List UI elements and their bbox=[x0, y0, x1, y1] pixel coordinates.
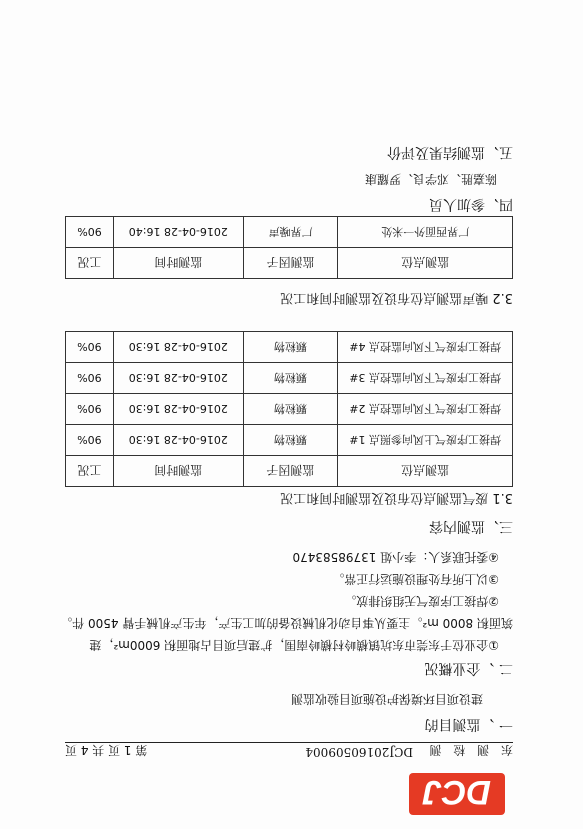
table-cell: 焊接工序废气下风向监控点 4# bbox=[338, 332, 513, 363]
table-cell: 颗粒物 bbox=[243, 394, 338, 425]
table-cell: 焊接工序废气上风向参照点 1# bbox=[338, 425, 513, 456]
col-header: 监测因子 bbox=[243, 456, 338, 487]
page-info: 第 1 页 共 4 页 bbox=[65, 743, 148, 757]
section2-item: 筑面积 8000 m²。主要从事自动化机械设备的加工生产，年生产机械手臂 4500 件。 bbox=[60, 616, 513, 630]
section2-item: ③以上所有处理设施运行正常。 bbox=[332, 572, 499, 586]
col-header: 监测因子 bbox=[243, 248, 338, 279]
noise-table bbox=[65, 216, 513, 279]
table-cell: 颗粒物 bbox=[243, 332, 338, 363]
table-header-row bbox=[66, 456, 513, 487]
table-cell: 2016-04-28 16:40 bbox=[113, 217, 243, 248]
table-cell: 90% bbox=[66, 217, 114, 248]
table-cell: 厂界西面外一米处 bbox=[338, 217, 513, 248]
table-cell: 2016-04-28 16:30 bbox=[113, 425, 243, 456]
section1-text: 建设项目环境保护设施项目验收监测 bbox=[290, 692, 483, 706]
col-header: 工况 bbox=[66, 248, 114, 279]
table-cell: 90% bbox=[66, 363, 114, 394]
section1-heading: 一 、监测目的 bbox=[424, 716, 513, 732]
table-cell: 90% bbox=[66, 394, 114, 425]
col-header: 监测时间 bbox=[113, 248, 243, 279]
table-cell: 90% bbox=[66, 332, 114, 363]
table-cell: 厂界噪声 bbox=[243, 217, 338, 248]
section5-heading: 五、监测结果及评价 bbox=[387, 144, 513, 160]
section3-heading: 三、监测内容 bbox=[429, 518, 513, 534]
dcj-logo bbox=[409, 769, 505, 819]
table-cell: 2016-04-28 16:30 bbox=[113, 363, 243, 394]
table-row bbox=[66, 332, 513, 363]
section3-sub1: 3.1 废气监测点位布设及监测时间和工况 bbox=[280, 490, 513, 505]
col-header: 监测点位 bbox=[338, 248, 513, 279]
table-cell: 90% bbox=[66, 425, 114, 456]
table-cell: 2016-04-28 16:30 bbox=[113, 332, 243, 363]
table-cell: 焊接工序废气下风向监控点 2# bbox=[338, 394, 513, 425]
emission-table bbox=[65, 331, 513, 487]
table-row bbox=[66, 394, 513, 425]
table-header-row bbox=[66, 248, 513, 279]
section4-heading: 四、参加人员 bbox=[429, 196, 513, 212]
section2-item: ④委托联系人：李小姐 13798583470 bbox=[292, 550, 499, 564]
table-row bbox=[66, 217, 513, 248]
section3-sub2: 3.2 噪声监测点位布设及监测时间和工况 bbox=[280, 290, 513, 305]
org-name: 东 测 检 测 bbox=[425, 743, 513, 757]
table-cell: 2016-04-28 16:30 bbox=[113, 394, 243, 425]
table-cell: 颗粒物 bbox=[243, 363, 338, 394]
col-header: 监测时间 bbox=[113, 456, 243, 487]
section2-item: ②焊接工序废气无组织排放。 bbox=[344, 594, 499, 608]
section4-text: 陈嘉胜、邓学良、罗耀康 bbox=[364, 172, 497, 186]
header-rule bbox=[65, 742, 513, 743]
col-header: 监测点位 bbox=[338, 456, 513, 487]
section2-heading: 二 、企业概况 bbox=[424, 660, 513, 676]
table-row bbox=[66, 425, 513, 456]
section2-item: ①企业位于东莞市东坑镇横岭村横岭南围，扩建后项目占地面积 6000m²，建 bbox=[89, 638, 499, 652]
col-header: 工况 bbox=[66, 456, 114, 487]
table-row bbox=[66, 363, 513, 394]
logo-text: DCJ bbox=[422, 773, 492, 811]
table-cell: 颗粒物 bbox=[243, 425, 338, 456]
report-number: DCJ2016050900​4 bbox=[305, 745, 413, 759]
table-cell: 焊接工序废气下风向监控点 3# bbox=[338, 363, 513, 394]
